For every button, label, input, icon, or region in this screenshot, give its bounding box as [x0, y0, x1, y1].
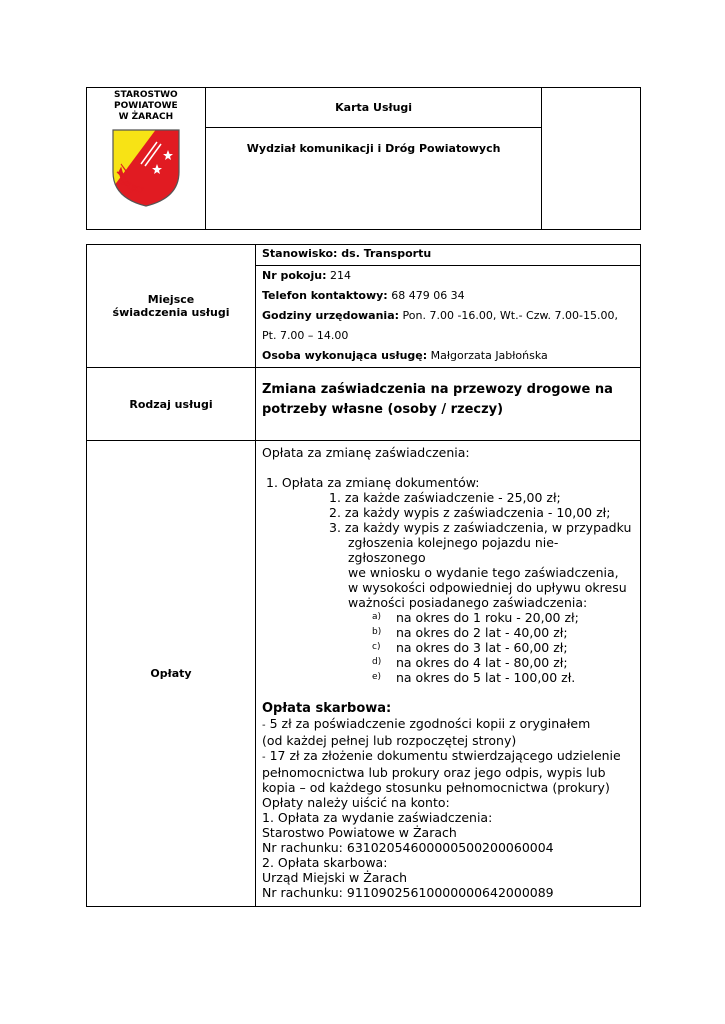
fees-item-1: 1. Opłata za zmianę dokumentów: — [266, 475, 480, 490]
period-mark: a) — [372, 612, 382, 622]
period-mark: e) — [372, 672, 382, 682]
period-mark: b) — [372, 627, 382, 637]
header-table — [86, 87, 641, 230]
stamp-item-2-line-3: kopia – od każdego stosunku pełnomocnictwa (prokury) — [262, 780, 610, 795]
service-value-line-2: potrzeby własne (osoby / rzeczy) — [262, 402, 504, 417]
fees-sub-3-line-1: 3. za każdy wypis z zaświadczenia, w przypadku — [329, 520, 632, 535]
stamp-item-2-line-2: pełnomocnictwa lub prokury oraz jego odpis, wypis lub — [262, 765, 606, 780]
service-card-table — [86, 244, 641, 907]
place-details-cell — [256, 266, 641, 368]
fees-sub-3-line-2: zgłoszenia kolejnego pojazdu nie-zgłoszonego — [348, 535, 559, 565]
stamp-item-1-line-1 — [262, 716, 634, 733]
phone-value: 68 479 06 34 — [391, 289, 465, 303]
stamp-item-1-line-2: (od każdej pełnej lub rozpoczętej strony) — [262, 733, 517, 748]
position-row: Stanowisko: ds. Transportu — [256, 245, 641, 266]
fees-sub-3-line-5: ważności posiadanego zaświadczenia: — [348, 595, 588, 610]
account-1-title: 1. Opłata za wydanie zaświadczenia: — [262, 810, 493, 825]
department-title: Wydział komunikacji i Dróg Powiatowych — [205, 128, 542, 230]
service-value-cell — [256, 368, 641, 441]
fees-intro: Opłata za zmianę zaświadczenia: — [262, 445, 470, 460]
account-intro: Opłaty należy uiścić na konto: — [262, 795, 450, 810]
fees-label: Opłaty — [87, 441, 256, 907]
org-line-1: STAROSTWO — [114, 90, 178, 100]
period-text: na okres do 1 roku - 20,00 zł; — [396, 610, 579, 625]
hours-value-2: Pt. 7.00 – 14.00 — [262, 329, 349, 343]
account-1-name: Starostwo Powiatowe w Żarach — [262, 825, 457, 840]
service-value-line-1: Zmiana zaświadczenia na przewozy drogowe na — [262, 382, 613, 397]
account-2-number: Nr rachunku: 91109025610000000642000089 — [262, 885, 554, 900]
stamp-duty-title: Opłata skarbowa: — [262, 701, 392, 716]
period-text: na okres do 2 lat - 40,00 zł; — [396, 625, 568, 640]
stamp-text: 17 zł za złożenie dokumentu stwierdzającego udzielenie — [265, 748, 621, 763]
place-label-cell — [87, 245, 256, 368]
period-mark: d) — [372, 657, 382, 667]
org-line-2: POWIATOWE — [114, 101, 178, 111]
person-label: Osoba wykonująca usługę: — [262, 349, 428, 363]
fees-cell — [256, 441, 641, 907]
person-value: Małgorzata Jabłońska — [430, 349, 548, 363]
dash: - — [262, 752, 266, 763]
period-item — [262, 610, 634, 625]
account-2-title: 2. Opłata skarbowa: — [262, 855, 388, 870]
account-2-name: Urząd Miejski w Żarach — [262, 870, 408, 885]
account-1-number: Nr rachunku: 63102054600000500200060004 — [262, 840, 554, 855]
phone-label: Telefon kontaktowy: — [262, 289, 388, 303]
period-item — [262, 625, 634, 640]
org-cell — [87, 88, 206, 230]
hours-value-1: Pon. 7.00 -16.00, Wt.- Czw. 7.00-15.00, — [402, 309, 618, 323]
fees-sub-3-line-4: w wysokości odpowiedniej do upływu okresu — [348, 580, 627, 595]
room-value: 214 — [329, 269, 351, 283]
fees-sub-2: 2. za każdy wypis z zaświadczenia - 10,00 zł; — [329, 505, 611, 520]
coat-of-arms-crest-icon — [111, 128, 181, 208]
fees-sub-3-line-3: we wniosku o wydanie tego zaświadczenia, — [348, 565, 619, 580]
period-text: na okres do 5 lat - 100,00 zł. — [396, 670, 576, 685]
period-item — [262, 655, 634, 670]
period-item — [262, 670, 634, 685]
place-label: Miejsce świadczenia usługi — [112, 293, 230, 319]
header-empty-cell — [542, 88, 641, 230]
fees-sub-1: 1. za każde zaświadczenie - 25,00 zł; — [329, 490, 561, 505]
card-title: Karta Usługi — [205, 88, 542, 128]
period-mark: c) — [372, 642, 381, 652]
period-item — [262, 640, 634, 655]
room-label: Nr pokoju: — [262, 269, 327, 283]
stamp-item-2-line-1 — [262, 748, 634, 765]
stamp-text: 5 zł za poświadczenie zgodności kopii z oryginałem — [265, 716, 591, 731]
period-text: na okres do 3 lat - 60,00 zł; — [396, 640, 568, 655]
period-text: na okres do 4 lat - 80,00 zł; — [396, 655, 568, 670]
hours-label: Godziny urzędowania: — [262, 309, 400, 323]
service-label: Rodzaj usługi — [87, 368, 256, 441]
dash: - — [262, 720, 266, 731]
org-line-3: W ŻARACH — [118, 112, 174, 122]
